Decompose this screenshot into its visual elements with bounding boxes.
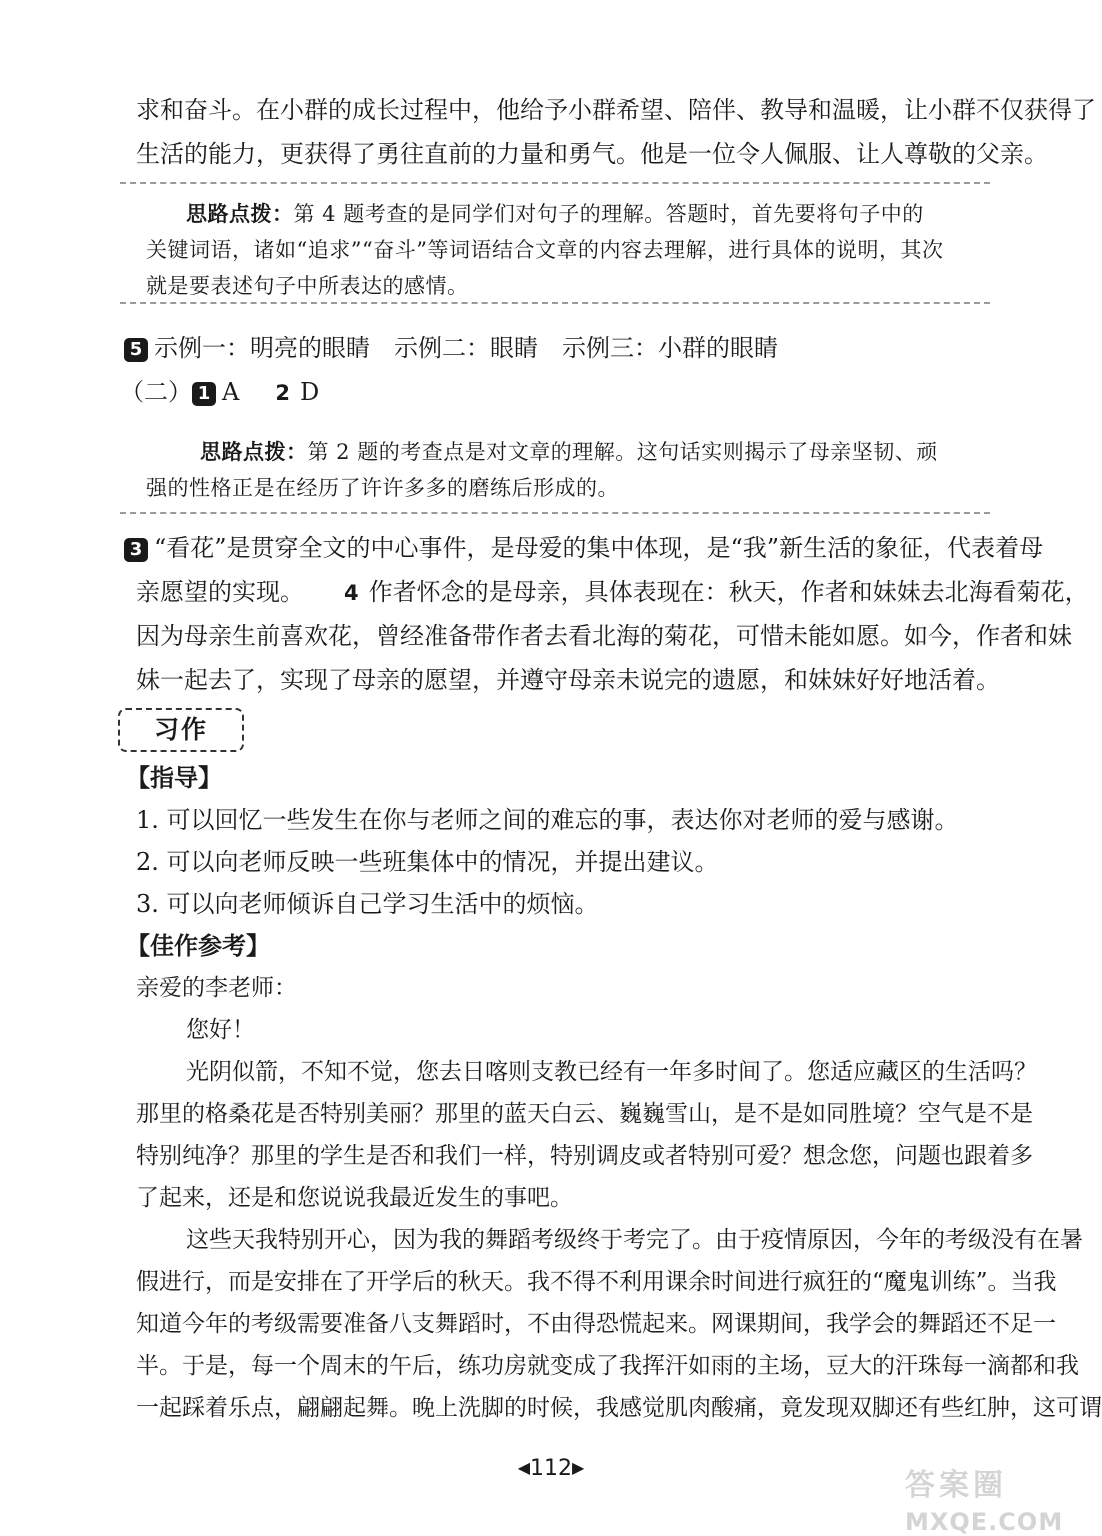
q3-text-2a: 亲愿望的实现。 bbox=[136, 578, 304, 606]
answer-q3-line-2 bbox=[136, 574, 1089, 611]
ref-p2-line-3: 知道今年的考级需要准备八支舞蹈时，不由得恐慌起来。网课期间，我学会的舞蹈还不足一 bbox=[136, 1311, 1056, 1337]
q4-number: 4 bbox=[344, 581, 359, 605]
watermark-bottom-text: MXQE.COM bbox=[905, 1508, 1064, 1536]
ref-p2-line-4: 半。于是，每一个周末的午后，练功房就变成了我挥汗如雨的主场，豆大的汗珠每一滴都和我 bbox=[136, 1353, 1079, 1379]
guide-header: 【指导】 bbox=[126, 764, 222, 792]
ref-p1-line-1: 光阴似箭，不知不觉，您去日喀则支教已经有一年多时间了。您适应藏区的生活吗？ bbox=[186, 1059, 1037, 1085]
part2-prefix: （二） bbox=[120, 378, 192, 406]
q3-text-1: “看花”是贯穿全文的中心事件，是母爱的集中体现，是“我”新生活的象征，代表着母 bbox=[154, 534, 1044, 562]
ref-p2-line-1: 这些天我特别开心，因为我的舞蹈考级终于考完了。由于疫情原因，今年的考级没有在暑 bbox=[186, 1227, 1083, 1253]
tip1-line-1 bbox=[186, 196, 924, 232]
guide-item-2: 2. 可以向老师反映一些班集体中的情况，并提出建议。 bbox=[136, 848, 719, 876]
q2-answer: D bbox=[299, 378, 320, 406]
tip1-line-3: 就是要表述句子中所表达的感情。 bbox=[146, 274, 469, 298]
guide-item-1: 1. 可以回忆一些发生在你与老师之间的难忘的事，表达你对老师的爱与感谢。 bbox=[136, 806, 959, 834]
q4-text-1: 作者怀念的是母亲，具体表现在：秋天，作者和妹妹去北海看菊花， bbox=[368, 578, 1089, 606]
tip1-label: 思路点拨： bbox=[186, 201, 294, 226]
tip2-label: 思路点拨： bbox=[200, 439, 308, 464]
ref-p1-line-3: 特别纯净？那里的学生是否和我们一样，特别调皮或者特别可爱？想念您，问题也跟着多 bbox=[136, 1143, 1033, 1169]
watermark-top-text: 答案圈 bbox=[905, 1468, 1007, 1503]
answer-q4-line-3: 妹一起去了，实现了母亲的愿望，并遵守母亲未说完的遗愿，和妹妹好好地活着。 bbox=[136, 666, 1000, 694]
ref-p1-line-2: 那里的格桑花是否特别美丽？那里的蓝天白云、巍巍雪山，是不是如同胜境？空气是不是 bbox=[136, 1101, 1033, 1127]
tip1-text-1: 第 4 题考查的是同学们对句子的理解。答题时，首先要将句子中的 bbox=[293, 202, 924, 226]
ref-header: 【佳作参考】 bbox=[126, 932, 270, 960]
triangle-right-icon: ▶ bbox=[572, 1458, 585, 1477]
answer-q3-line-1 bbox=[124, 530, 1043, 566]
ref-salutation: 亲爱的李老师： bbox=[136, 975, 297, 1001]
page-number: 112 bbox=[530, 1456, 572, 1481]
ref-p2-line-5: 一起踩着乐点，翩翩起舞。晚上洗脚的时候，我感觉肌肉酸痛，竟发现双脚还有些红肿，这可谓 bbox=[136, 1395, 1102, 1421]
section-title-writing: 习作 bbox=[118, 708, 244, 752]
tip-box-2 bbox=[120, 420, 990, 514]
para1-line-1: 求和奋斗。在小群的成长过程中，他给予小群希望、陪伴、教导和温暖，让小群不仅获得了 bbox=[136, 96, 1096, 124]
answer-q4-line-2: 因为母亲生前喜欢花，曾经准备带作者去看北海的菊花，可惜未能如愿。如今，作者和妹 bbox=[136, 622, 1072, 650]
para1-line-2: 生活的能力，更获得了勇往直前的力量和勇气。他是一位令人佩服、让人尊敬的父亲。 bbox=[136, 140, 1048, 168]
q3-number-badge: 3 bbox=[124, 538, 148, 562]
tip-box-1 bbox=[120, 182, 990, 304]
q5-number-badge: 5 bbox=[124, 338, 148, 362]
ref-p1-line-4: 了起来，还是和您说说我最近发生的事吧。 bbox=[136, 1185, 573, 1211]
answer-q5 bbox=[124, 330, 778, 366]
q5-text: 示例一：明亮的眼睛 示例二：眼睛 示例三：小群的眼睛 bbox=[154, 334, 778, 362]
q1-number-badge: 1 bbox=[192, 382, 216, 406]
watermark-logo bbox=[905, 1460, 1085, 1536]
guide-item-3: 3. 可以向老师倾诉自己学习生活中的烦恼。 bbox=[136, 890, 599, 918]
tip2-text-1: 第 2 题的考查点是对文章的理解。这句话实则揭示了母亲坚韧、顽 bbox=[307, 440, 938, 464]
ref-p2-line-2: 假进行，而是安排在了开学后的秋天。我不得不利用课余时间进行疯狂的“魔鬼训练”。当我 bbox=[136, 1269, 1057, 1295]
triangle-left-icon: ◀ bbox=[517, 1458, 530, 1477]
answer-part2 bbox=[120, 374, 319, 411]
tip2-line-1 bbox=[200, 434, 938, 470]
tip1-line-2: 关键词语，诸如“追求”“奋斗”等词语结合文章的内容去理解，进行具体的说明，其次 bbox=[146, 238, 944, 262]
q2-number: 2 bbox=[275, 381, 290, 405]
tip2-line-2: 强的性格正是在经历了许许多多的磨练后形成的。 bbox=[146, 476, 619, 500]
q1-answer: A bbox=[222, 378, 240, 406]
ref-greeting: 您好！ bbox=[186, 1017, 255, 1043]
